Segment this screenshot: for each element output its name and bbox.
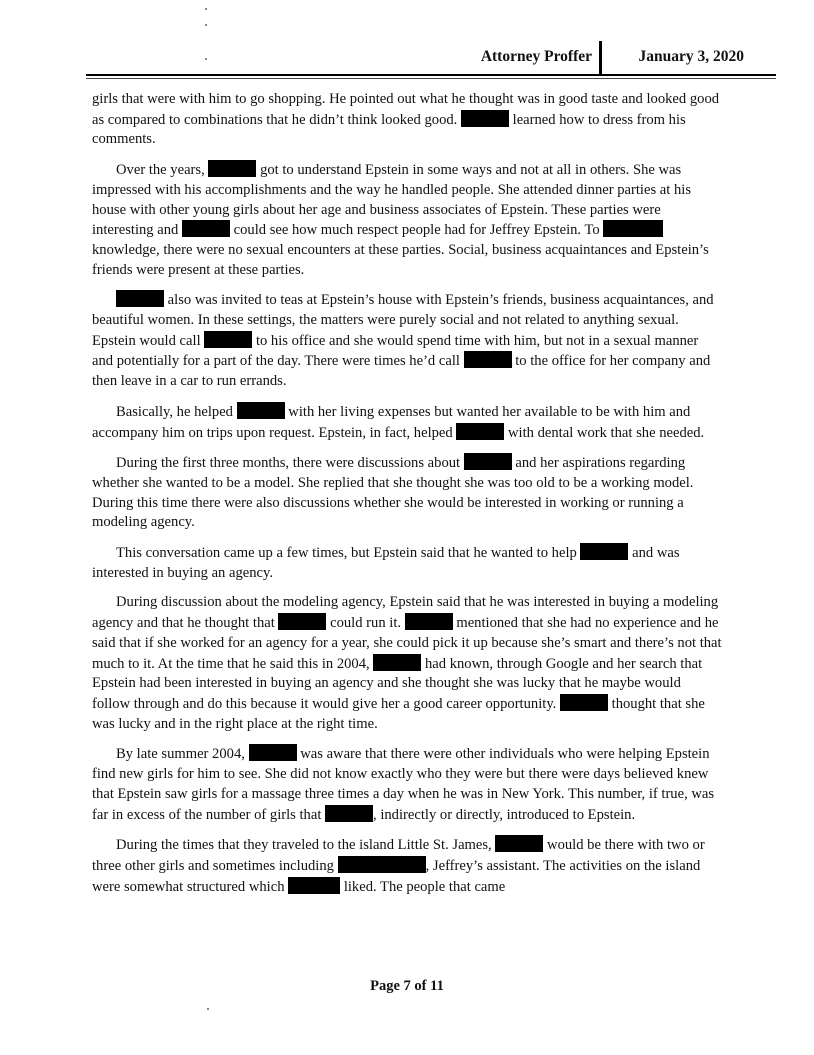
paragraph	[92, 453, 722, 533]
text-run: By late summer 2004,	[116, 746, 245, 763]
header-date: January 3, 2020	[638, 48, 744, 65]
text-run: and was interested in buying an agency.	[92, 545, 680, 581]
redaction-box	[580, 543, 628, 560]
redaction-box	[461, 110, 509, 127]
text-run: Basically, he helped	[116, 403, 233, 420]
header-rule-thin	[86, 78, 776, 79]
paragraph	[92, 402, 722, 443]
redaction-box	[603, 220, 663, 237]
redaction-box	[495, 835, 543, 852]
text-run: mentioned that she had no experience and he said that if she worked for an agency for a year, she could pick it up because she’s smart and there’s not that much to it. At the time that he said this in 2004,	[92, 615, 722, 672]
text-run: learned how to dress from his comments.	[92, 111, 686, 148]
text-run: to the office for her company and then leave in a car to run errands.	[92, 353, 711, 390]
redaction-box	[560, 694, 608, 711]
text-run: got to understand Epstein in some ways and not at all in others. She was impressed with his accomplishments and the way he handled people. She attended dinner parties at his house with other young girls about her age and business associates of Epstein. These parties were interesting and	[92, 162, 691, 239]
scan-speck	[207, 1008, 209, 1010]
paragraph	[92, 835, 722, 897]
text-run: thought that she was lucky and in the right place at the right time.	[92, 695, 705, 732]
redaction-box	[182, 220, 230, 237]
redaction-box	[237, 402, 285, 419]
text-run: had known, through Google and her search that Epstein had been interested in buying an agency and she thought she was lucky that he maybe would follow through and do this because it would give her a good career opportunity.	[92, 655, 703, 712]
page-header	[86, 38, 776, 76]
redaction-box	[464, 453, 512, 470]
text-run: also was invited to teas at Epstein’s house with Epstein’s friends, business acquaintances, and beautiful women. In these settings, the matters were purely social and not related to anything sexual. Epstein would call	[92, 292, 714, 349]
document-body	[92, 90, 722, 907]
text-run: could run it.	[330, 615, 402, 632]
redaction-box	[456, 423, 504, 440]
redaction-box	[116, 290, 164, 307]
redaction-box	[278, 613, 326, 630]
text-run: , indirectly or directly, introduced to Epstein.	[373, 806, 636, 823]
redaction-box	[338, 856, 426, 873]
redaction-box	[208, 160, 256, 177]
text-run: knowledge, there were no sexual encounters at these parties. Social, business acquaintances and Epstein’s friends were present at these parties.	[92, 241, 709, 278]
header-title: Attorney Proffer	[480, 48, 592, 65]
redaction-box	[373, 654, 421, 671]
text-run: with her living expenses but wanted her available to be with him and accompany him on trips upon request. Epstein, in fact, helped	[92, 403, 691, 441]
scan-speck	[205, 8, 207, 10]
scan-speck	[205, 24, 207, 26]
paragraph	[92, 543, 722, 583]
text-run: and her aspirations regarding whether she wanted to be a model. She replied that she thought she was too old to be a working model. During this time there were also discussions whether she would be interested in working or running a modeling agency.	[92, 455, 694, 531]
paragraph	[92, 744, 722, 825]
redaction-box	[464, 351, 512, 368]
text-run: was aware that there were other individuals who were helping Epstein find new girls for him to see. She did not know exactly who they were but there were days believed knew that Epstein saw girls for a massage three times a day when he was in New York. This number, if true, was far in excess of the number of girls that	[92, 746, 715, 823]
text-run: During discussion about the modeling agency, Epstein said that he was interested in buying a modeling agency and that he thought that	[92, 594, 719, 632]
redaction-box	[249, 744, 297, 761]
text-run: Over the years,	[116, 162, 205, 179]
redaction-box	[288, 877, 340, 894]
text-run: liked. The people that came	[343, 878, 506, 895]
paragraph	[92, 160, 722, 280]
redaction-box	[405, 613, 453, 630]
text-run: , Jeffrey’s assistant. The activities on the island were somewhat structured which	[92, 857, 701, 895]
header-divider	[599, 41, 602, 75]
text-run: could see how much respect people had for Jeffrey Epstein. To	[233, 222, 600, 239]
text-run: girls that were with him to go shopping. He pointed out what he thought was in good taste and looked good as compared to combinations that he didn’t think looked good.	[92, 91, 720, 128]
text-run: During the first three months, there were discussions about	[116, 455, 461, 472]
page-number: Page 7 of 11	[370, 978, 444, 994]
text-run: would be there with two or three other girls and sometimes including	[92, 837, 705, 874]
text-run: During the times that they traveled to the island Little St. James,	[116, 837, 492, 854]
text-run: This conversation came up a few times, but Epstein said that he wanted to help	[116, 545, 577, 562]
header-rule	[86, 74, 776, 76]
redaction-box	[325, 805, 373, 822]
paragraph	[92, 593, 722, 734]
paragraph	[92, 290, 722, 392]
text-run: with dental work that she needed.	[508, 424, 705, 441]
text-run: to his office and she would spend time with him, but not in a sexual manner and potentially for a part of the day. There were times he’d call	[92, 332, 699, 370]
redaction-box	[204, 331, 252, 348]
paragraph	[92, 90, 722, 150]
